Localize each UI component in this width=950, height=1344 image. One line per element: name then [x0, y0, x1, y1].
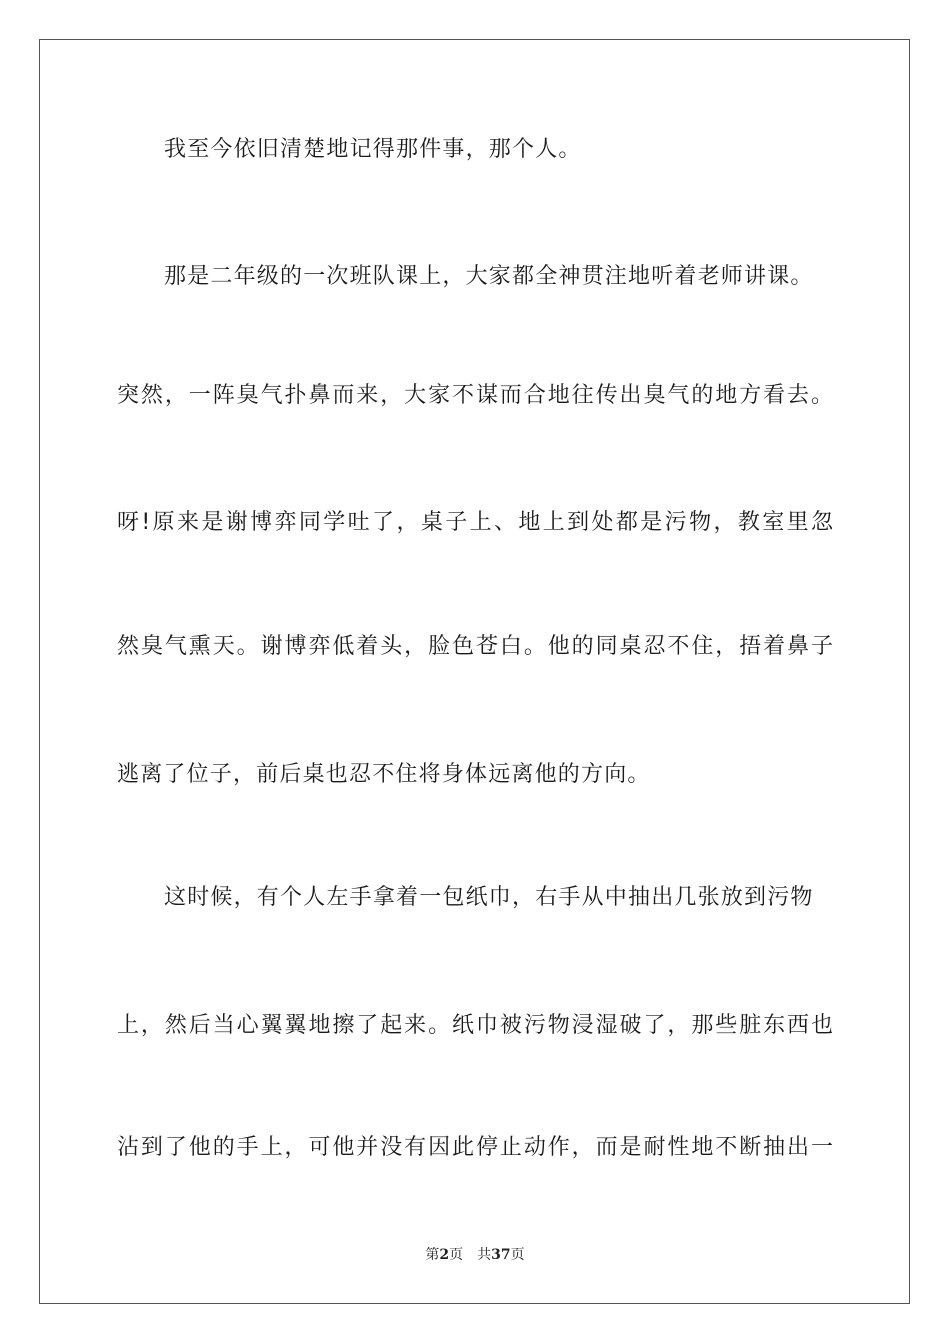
paragraph-3-line-1: 这时候，有个人左手拿着一包纸巾，右手从中抽出几张放到污物: [164, 885, 814, 910]
total-prefix: 共: [477, 1247, 492, 1263]
paragraph-2-line-3: 呀!原来是谢博弈同学吐了，桌子上、地上到处都是污物，教室里忽: [117, 510, 833, 535]
page-prefix: 第: [425, 1247, 440, 1263]
paragraph-1-line-1: 我至今依旧清楚地记得那件事，那个人。: [164, 137, 582, 162]
page-border: [39, 39, 910, 1304]
paragraph-2-line-1: 那是二年级的一次班队课上，大家都全神贯注地听着老师讲课。: [164, 264, 814, 289]
paragraph-2-line-2: 突然，一阵臭气扑鼻而来，大家不谋而合地往传出臭气的地方看去。: [117, 383, 833, 408]
page-footer: [0, 1246, 950, 1264]
paragraph-2-line-4: 然臭气熏天。谢博弈低着头，脸色苍白。他的同桌忍不住，捂着鼻子: [117, 634, 833, 659]
total-suffix: 页: [510, 1247, 525, 1263]
total-pages: 37: [491, 1247, 511, 1263]
paragraph-3-line-2: 上，然后当心翼翼地擦了起来。纸巾被污物浸湿破了，那些脏东西也: [117, 1013, 833, 1038]
paragraph-2-line-5: 逃离了位子，前后桌也忍不住将身体远离他的方向。: [117, 762, 651, 787]
page-number: 2: [439, 1247, 450, 1263]
page-suffix: 页: [449, 1247, 464, 1263]
paragraph-3-line-3: 沾到了他的手上，可他并没有因此停止动作，而是耐性地不断抽出一: [117, 1135, 833, 1160]
